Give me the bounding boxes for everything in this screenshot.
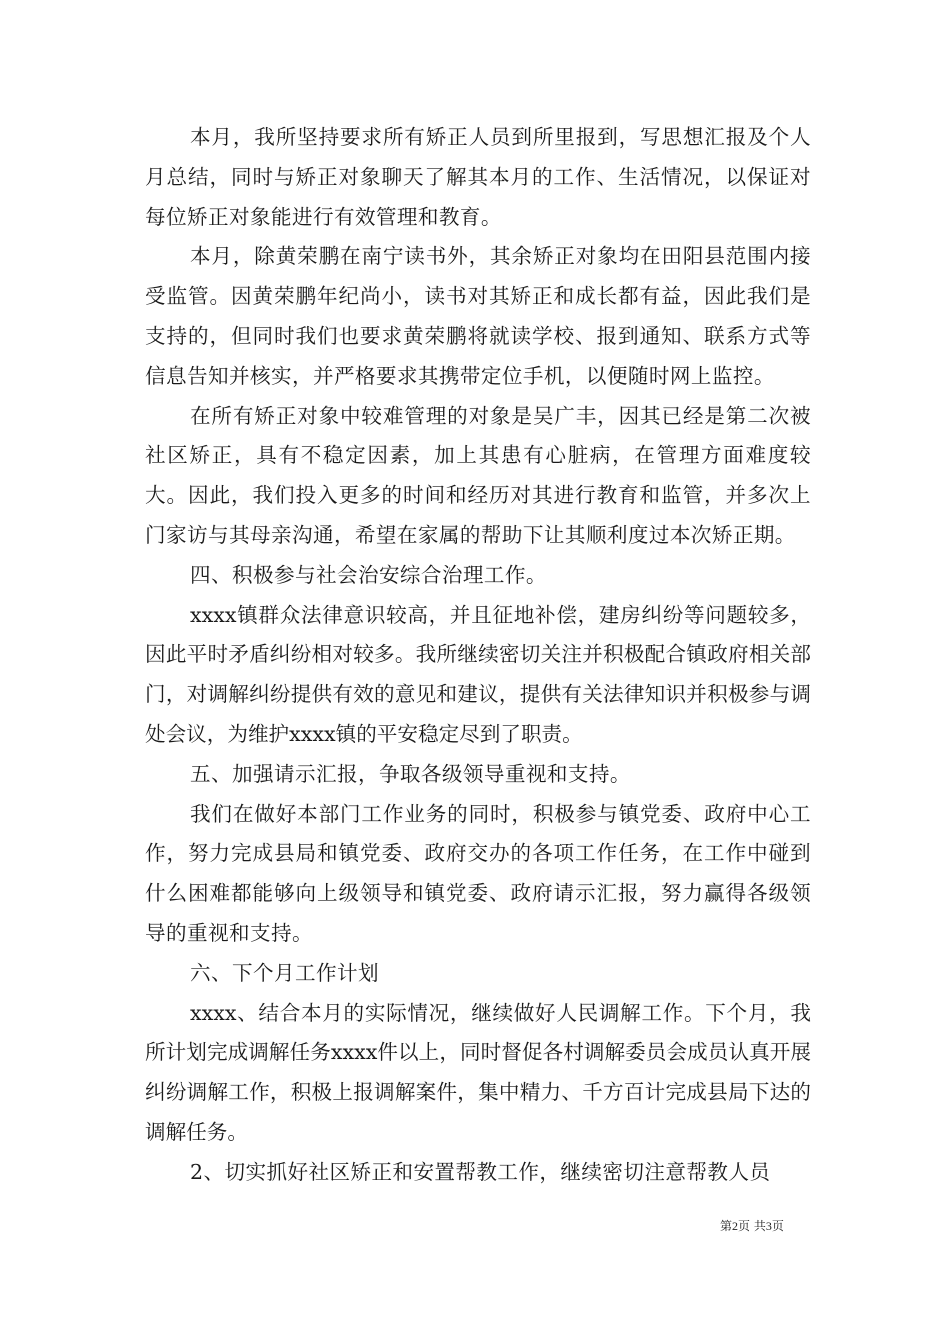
section-heading-6: 六、下个月工作计划 xyxy=(190,960,379,985)
section-heading-5: 五、加强请示汇报，争取各级领导重视和支持。 xyxy=(190,761,631,786)
document-body xyxy=(145,118,811,1193)
paragraph-1: 本月，我所坚持要求所有矫正人员到所里报到，写思想汇报及个人月总结，同时与矫正对象聊天了解其本月的工作、生活情况，以保证对每位矫正对象能进行有效管理和教育。 xyxy=(145,125,811,229)
footer-prefix: 第 xyxy=(720,1219,733,1233)
footer-suffix: 页 xyxy=(771,1219,784,1233)
section-heading-4: 四、积极参与社会治安综合治理工作。 xyxy=(190,562,547,587)
paragraph-6: xxxx、结合本月的实际情况，继续做好人民调解工作。下个月，我所计划完成调解任务xxxx件以上，同时督促各村调解委员会成员认真开展纠纷调解工作，积极上报调解案件，集中精力、千方百计完成县局下达的调解任务。 xyxy=(145,1000,811,1144)
paragraph-2: 本月，除黄荣鹏在南宁读书外，其余矫正对象均在田阳县范围内接受监管。因黄荣鹏年纪尚小，读书对其矫正和成长都有益，因此我们是支持的，但同时我们也要求黄荣鹏将就读学校、报到通知、联系方式等信息告知并核实，并严格要求其携带定位手机，以便随时网上监控。 xyxy=(145,244,811,388)
paragraph-3: 在所有矫正对象中较难管理的对象是吴广丰，因其已经是第二次被社区矫正，具有不稳定因素，加上其患有心脏病，在管理方面难度较大。因此，我们投入更多的时间和经历对其进行教育和监管，并多次上门家访与其母亲沟通，希望在家属的帮助下让其顺利度过本次矫正期。 xyxy=(145,403,811,547)
paragraph-5: 我们在做好本部门工作业务的同时，积极参与镇党委、政府中心工作，努力完成县局和镇党委、政府交办的各项工作任务，在工作中碰到什么困难都能够向上级领导和镇党委、政府请示汇报，努力赢得各级领导的重视和支持。 xyxy=(145,801,811,945)
footer-current-page: 2 xyxy=(732,1219,739,1233)
paragraph-7: 2、切实抓好社区矫正和安置帮教工作，继续密切注意帮教人员 xyxy=(190,1159,771,1184)
page-footer xyxy=(720,1218,784,1234)
footer-total-pages: 3 xyxy=(765,1219,772,1233)
footer-middle: 页 共 xyxy=(738,1219,766,1233)
paragraph-4: xxxx镇群众法律意识较高，并且征地补偿，建房纠纷等问题较多，因此平时矛盾纠纷相对较多。我所继续密切关注并积极配合镇政府相关部门，对调解纠纷提供有效的意见和建议，提供有关法律知识并积极参与调处会议，为维护xxxx镇的平安稳定尽到了职责。 xyxy=(145,602,811,746)
